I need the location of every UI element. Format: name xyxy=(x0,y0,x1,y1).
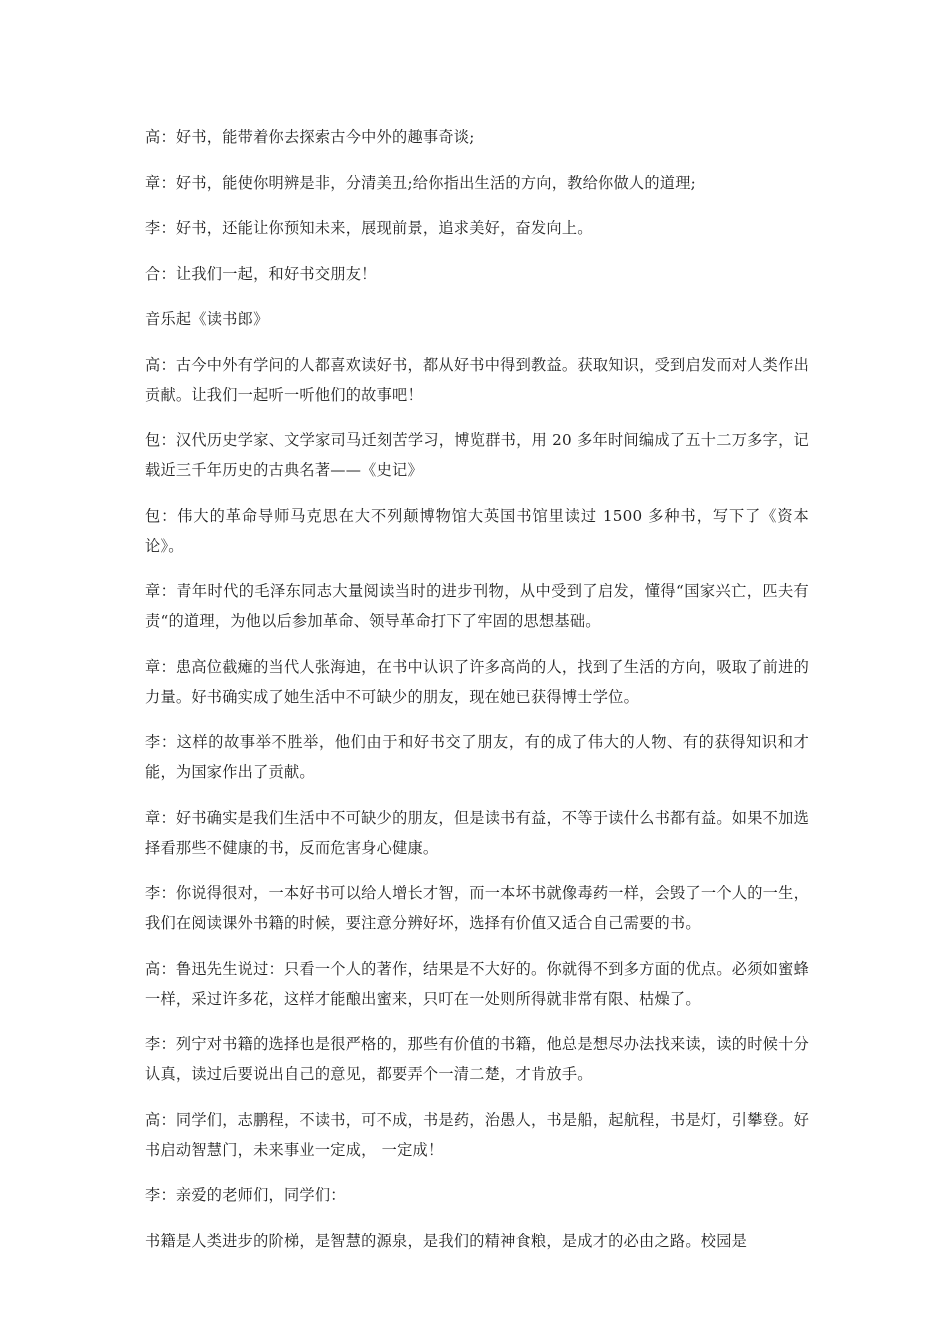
paragraph-li-good-books-future: 李：好书，还能让你预知未来，展现前景，追求美好，奋发向上。 xyxy=(145,219,593,237)
paragraph-gao-reading-verse: 高：同学们，志鹏程，不读书，可不成，书是药，治愚人，书是船，起航程，书是灯，引攀登。好书启动智慧门，未来事业一定成， 一定成！ xyxy=(145,1110,809,1159)
paragraph-zhang-good-books-guide: 章：好书，能使你明辨是非，分清美丑;给你指出生活的方向，教给你做人的道理; xyxy=(145,173,697,192)
paragraph-gao-good-books-explore: 高：好书，能带着你去探索古今中外的趣事奇谈; xyxy=(145,128,475,146)
document-body xyxy=(145,122,809,1271)
paragraph-books-ladder: 书籍是人类进步的阶梯，是智慧的源泉，是我们的精神食粮，是成才的必由之路。校园是 xyxy=(145,1231,748,1250)
paragraph-li-bad-books: 李：你说得很对，一本好书可以给人增长才智，而一本坏书就像毒药一样，会毁了一个人的一生，我们在阅读课外书籍的时候，要注意分辨好坏，选择有价值又适合自己需要的书。 xyxy=(145,884,809,932)
paragraph-zhang-mao: 章：青年时代的毛泽东同志大量阅读当时的进步刊物，从中受到了启发，懂得“国家兴亡，匹夫有责“的道理，为他以后参加革命、领导革命打下了牢固的思想基础。 xyxy=(145,582,809,630)
paragraph-zhang-zhang-haidi: 章：患高位截瘫的当代人张海迪，在书中认识了许多高尚的人，找到了生活的方向，吸取了前进的力量。好书确实成了她生活中不可缺少的朋友，现在她已获得博士学位。 xyxy=(145,657,809,706)
paragraph-gao-scholars: 高：古今中外有学问的人都喜欢读好书，都从好书中得到教益。获取知识，受到启发而对人类作出贡献。让我们一起听一听他们的故事吧！ xyxy=(145,355,809,404)
paragraph-music-cue: 音乐起《读书郎》 xyxy=(145,310,269,328)
paragraph-gao-lu-xun: 高：鲁迅先生说过：只看一个人的著作，结果是不大好的。你就得不到多方面的优点。必须如蜜蜂一样，采过许多花，这样才能酿出蜜来，只叮在一处则所得就非常有限、枯燥了。 xyxy=(145,959,809,1008)
paragraph-li-greeting: 李：亲爱的老师们，同学们： xyxy=(145,1186,346,1204)
paragraph-bao-marx: 包：伟大的革命导师马克思在大不列颠博物馆大英国书馆里读过 1500 多种书，写下了《资本论》。 xyxy=(145,506,809,555)
paragraph-li-countless-stories: 李：这样的故事举不胜举，他们由于和好书交了朋友，有的成了伟大的人物、有的获得知识和才能，为国家作出了贡献。 xyxy=(145,733,809,781)
paragraph-together-make-friends: 合：让我们一起，和好书交朋友！ xyxy=(145,264,377,283)
paragraph-bao-sima-qian: 包：汉代历史学家、文学家司马迁刻苦学习，博览群书，用 20 多年时间编成了五十二万多字，记载近三千年历史的古典名著——《史记》 xyxy=(145,431,809,479)
paragraph-zhang-choose-books: 章：好书确实是我们生活中不可缺少的朋友，但是读书有益，不等于读什么书都有益。如果不加选择看那些不健康的书，反而危害身心健康。 xyxy=(145,808,809,857)
paragraph-li-lenin: 李：列宁对书籍的选择也是很严格的，那些有价值的书籍，他总是想尽办法找来读，读的时候十分认真，读过后要说出自己的意见，都要弄个一清二楚，才肯放手。 xyxy=(145,1035,809,1083)
